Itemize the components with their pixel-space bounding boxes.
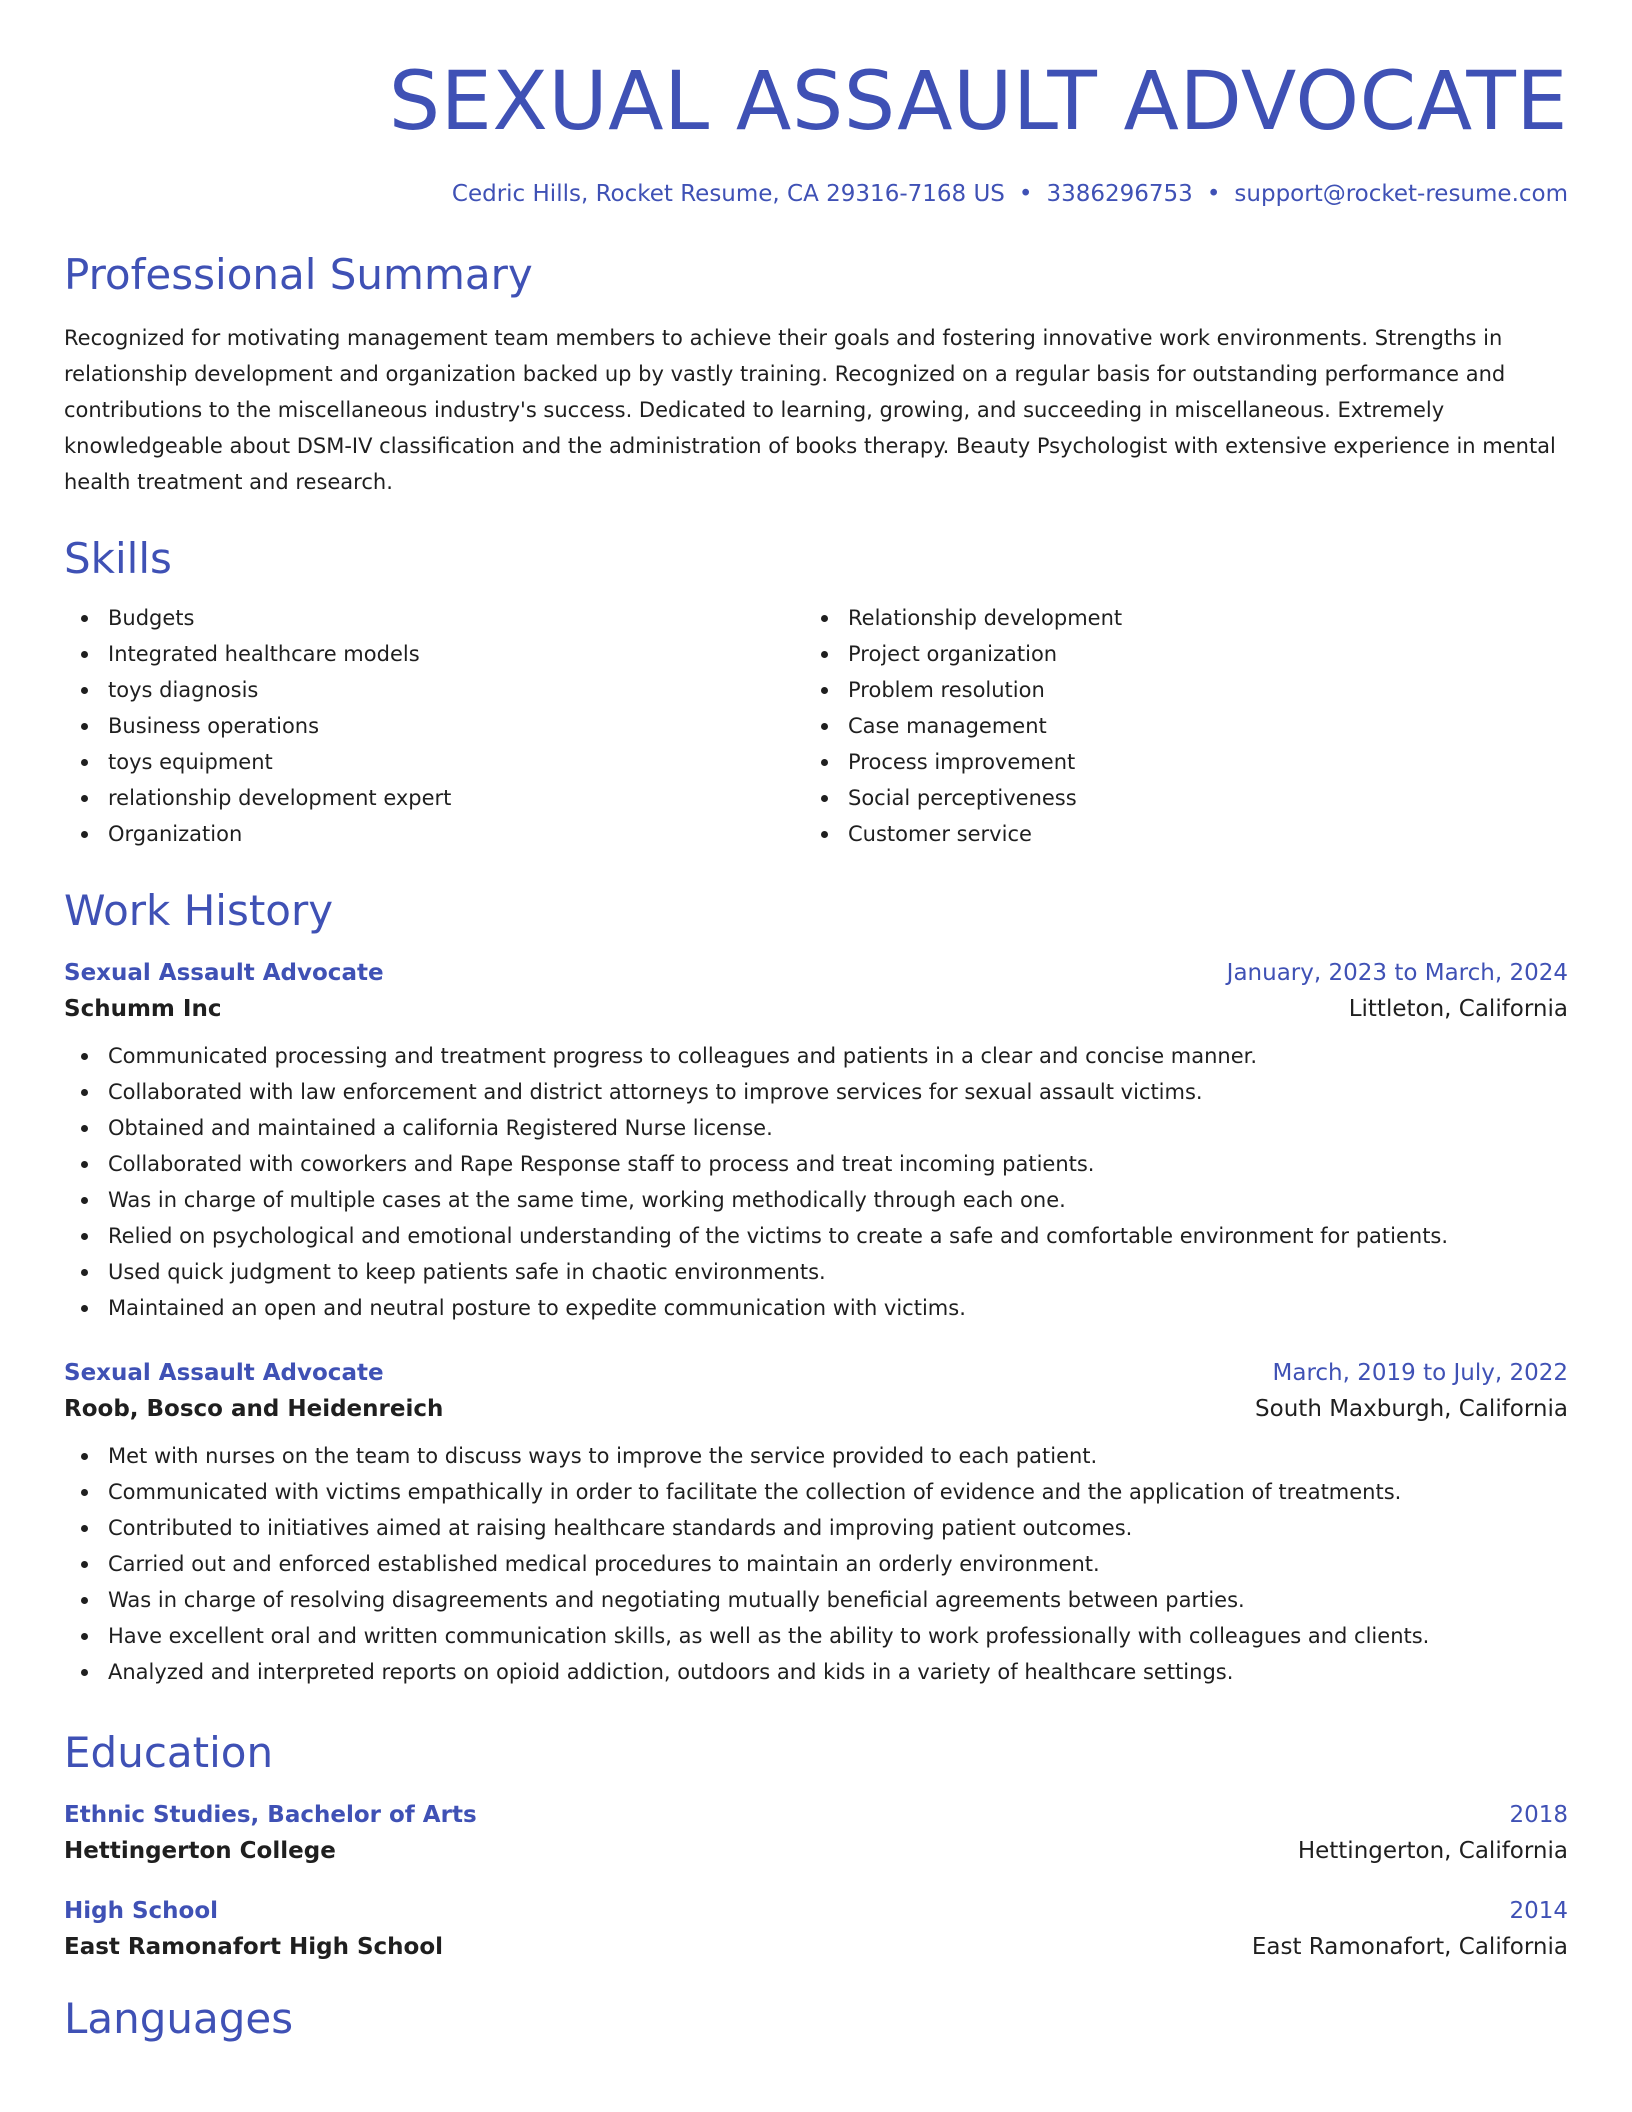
job-entry (64, 1360, 1568, 1690)
job-bullet: Was in charge of multiple cases at the same time, working methodically through each one. (64, 1182, 1568, 1218)
job-employer: Roob, Bosco and Heidenreich (64, 1396, 444, 1422)
skill-item: Case management (804, 708, 1544, 744)
job-header (64, 1360, 1568, 1386)
job-bullet: Was in charge of resolving disagreements and negotiating mutually beneficial agreements between parties. (64, 1582, 1568, 1618)
summary-text: Recognized for motivating management team members to achieve their goals and fostering innovative work environments. Strengths in relationship development and organization backed up by vastly training. Recognized on a regular basis for outstanding performance and contributions to the miscellaneous industry's success. Dedicated to learning, growing, and succeeding in miscellaneous. Extremely knowledgeable about DSM-IV classification and the administration of books therapy. Beauty Psychologist with extensive experience in mental health treatment and research. (64, 326, 1556, 494)
education-entry (64, 1802, 1568, 1864)
skill-item: Project organization (804, 636, 1544, 672)
education-subheader (64, 1934, 1568, 1960)
job-bullet: Contributed to initiatives aimed at raising healthcare standards and improving patient outcomes. (64, 1510, 1568, 1546)
work-history-title: Work History (64, 886, 334, 935)
job-employer: Schumm Inc (64, 996, 222, 1022)
job-role: Sexual Assault Advocate (64, 1360, 384, 1386)
education-title: Education (64, 1728, 274, 1777)
job-subheader (64, 996, 1568, 1022)
contact-separator: • (1018, 181, 1033, 207)
job-bullet: Carried out and enforced established medical procedures to maintain an orderly environment. (64, 1546, 1568, 1582)
skills-list (64, 600, 1568, 852)
job-header (64, 960, 1568, 986)
contact-separator: • (1206, 181, 1221, 207)
job-location: South Maxburgh, California (1255, 1396, 1568, 1422)
skill-item: relationship development expert (64, 780, 804, 816)
skill-item: Customer service (804, 816, 1544, 852)
skill-item: toys equipment (64, 744, 804, 780)
skills-title: Skills (64, 534, 172, 583)
job-dates: March, 2019 to July, 2022 (1272, 1360, 1568, 1386)
job-location: Littleton, California (1348, 996, 1568, 1022)
job-bullet: Collaborated with law enforcement and district attorneys to improve services for sexual assault victims. (64, 1074, 1568, 1110)
job-bullet: Communicated with victims empathically in order to facilitate the collection of evidence and the application of treatments. (64, 1474, 1568, 1510)
contact-email[interactable]: support@rocket-resume.com (1234, 181, 1568, 207)
job-bullet: Used quick judgment to keep patients safe in chaotic environments. (64, 1254, 1568, 1290)
job-bullet: Relied on psychological and emotional understanding of the victims to create a safe and comfortable environment for patients. (64, 1218, 1568, 1254)
skills-column-left (64, 600, 804, 852)
skill-item: Business operations (64, 708, 804, 744)
education-year: 2014 (1509, 1898, 1568, 1924)
education-degree: Ethnic Studies, Bachelor of Arts (64, 1802, 477, 1828)
contact-address: Cedric Hills, Rocket Resume, CA 29316-7168 US (451, 181, 1005, 207)
job-bullet: Analyzed and interpreted reports on opioid addiction, outdoors and kids in a variety of healthcare settings. (64, 1654, 1568, 1690)
skill-item: Integrated healthcare models (64, 636, 804, 672)
job-bullet: Obtained and maintained a california Registered Nurse license. (64, 1110, 1568, 1146)
education-header (64, 1898, 1568, 1924)
job-bullet: Met with nurses on the team to discuss ways to improve the service provided to each patient. (64, 1438, 1568, 1474)
skill-item: toys diagnosis (64, 672, 804, 708)
job-bullets (64, 1038, 1568, 1326)
skill-item: Process improvement (804, 744, 1544, 780)
education-school: Hettingerton College (64, 1838, 336, 1864)
job-bullet: Collaborated with coworkers and Rape Response staff to process and treat incoming patients. (64, 1146, 1568, 1182)
skill-item: Social perceptiveness (804, 780, 1544, 816)
education-degree: High School (64, 1898, 219, 1924)
job-bullet: Have excellent oral and written communication skills, as well as the ability to work professionally with colleagues and clients. (64, 1618, 1568, 1654)
job-bullet: Communicated processing and treatment progress to colleagues and patients in a clear and concise manner. (64, 1038, 1568, 1074)
education-school: East Ramonafort High School (64, 1934, 444, 1960)
resume-name: SEXUAL ASSAULT ADVOCATE (388, 55, 1568, 149)
education-subheader (64, 1838, 1568, 1864)
job-role: Sexual Assault Advocate (64, 960, 384, 986)
summary-title: Professional Summary (64, 250, 533, 299)
skill-item: Problem resolution (804, 672, 1544, 708)
contact-line (64, 183, 1568, 206)
education-location: East Ramonafort, California (1251, 1934, 1568, 1960)
education-year: 2018 (1509, 1802, 1568, 1828)
languages-title: Languages (64, 1994, 294, 2043)
contact-phone: 3386296753 (1046, 181, 1193, 207)
education-header (64, 1802, 1568, 1828)
job-bullets (64, 1438, 1568, 1690)
job-entry (64, 960, 1568, 1326)
skill-item: Relationship development (804, 600, 1544, 636)
skills-column-right (804, 600, 1544, 852)
skill-item: Organization (64, 816, 804, 852)
job-bullet: Maintained an open and neutral posture to expedite communication with victims. (64, 1290, 1568, 1326)
job-subheader (64, 1396, 1568, 1422)
job-dates: January, 2023 to March, 2024 (1226, 960, 1568, 986)
skill-item: Budgets (64, 600, 804, 636)
education-location: Hettingerton, California (1297, 1838, 1568, 1864)
education-entry (64, 1898, 1568, 1960)
